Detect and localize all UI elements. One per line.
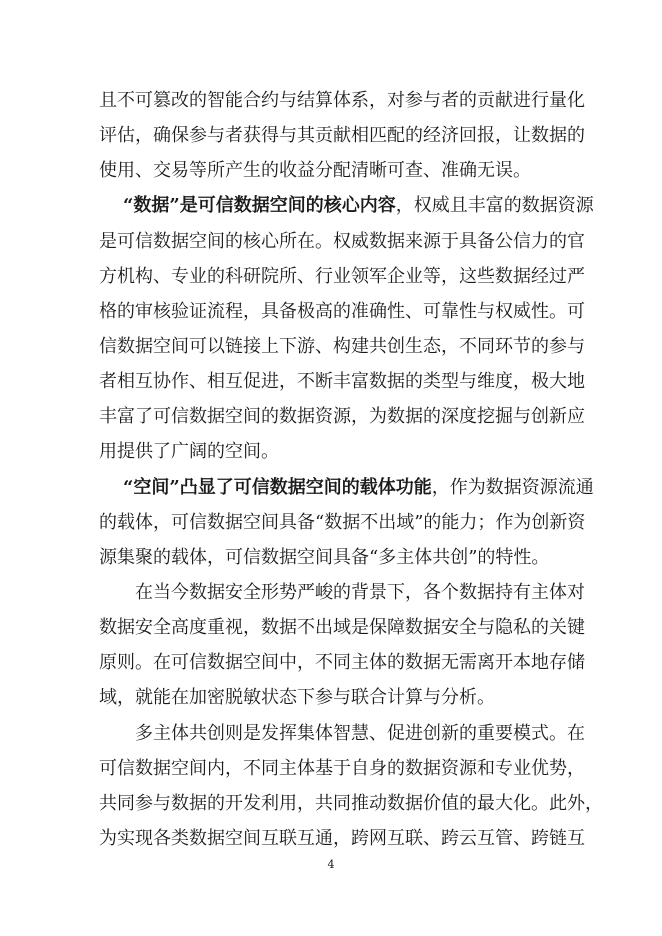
paragraph-lead-phrase-bold	[123, 469, 594, 507]
text-line	[0, 82, 662, 120]
line-text: 使用、交易等所产生的收益分配清晰可查、准确无误。	[99, 160, 531, 181]
line-text-remainder: ，权威且丰富的数据资源	[395, 195, 594, 216]
line-text: 为实现各类数据空间互联互通，跨网互联、跨云互管、跨链互	[99, 828, 585, 849]
text-line	[0, 433, 662, 471]
text-line	[0, 750, 662, 788]
line-text: 格的审核验证流程，具备极高的准确性、可靠性与权威性。可	[99, 301, 585, 322]
line-text: 在当今数据安全形势严峻的背景下，各个数据持有主体对	[135, 582, 585, 603]
line-text: 且不可篡改的智能合约与结算体系，对参与者的贡献进行量化	[99, 90, 585, 111]
line-text: 域，就能在加密脱敏状态下参与联合计算与分析。	[99, 687, 495, 708]
text-line	[0, 785, 662, 823]
text-line	[0, 469, 662, 507]
line-text: 丰富了可信数据空间的数据资源，为数据的深度挖掘与创新应	[99, 406, 585, 427]
text-line	[0, 644, 662, 682]
line-text: 数据安全高度重视，数据不出域是保障数据安全与隐私的关键	[99, 617, 585, 638]
text-line	[0, 715, 662, 753]
text-line	[0, 609, 662, 647]
line-text: 方机构、专业的科研院所、行业领军企业等，这些数据经过严	[99, 266, 585, 287]
text-line	[0, 679, 662, 717]
paragraph-lead-phrase-bold	[123, 187, 594, 225]
bold-lead-phrase: “数据”是可信数据空间的核心内容	[123, 195, 396, 216]
text-line	[0, 152, 662, 190]
text-line	[0, 187, 662, 225]
line-text: 源集聚的载体，可信数据空间具备“多主体共创”的特性。	[99, 547, 550, 568]
text-line	[0, 820, 662, 858]
text-line	[0, 117, 662, 155]
bold-lead-phrase: “空间”凸显了可信数据空间的载体功能	[123, 477, 432, 498]
line-text: 者相互协作、相互促进，不断丰富数据的类型与维度，极大地	[99, 371, 585, 392]
text-line	[0, 539, 662, 577]
text-line	[0, 363, 662, 401]
text-line	[0, 328, 662, 366]
line-text: 共同参与数据的开发利用，共同推动数据价值的最大化。此外，	[99, 793, 603, 814]
line-text: 信数据空间可以链接上下游、构建共创生态，不同环节的参与	[99, 336, 585, 357]
page-number: 4	[327, 858, 335, 871]
text-line	[0, 293, 662, 331]
line-text-remainder: ，作为数据资源流通	[431, 477, 594, 498]
line-text: 多主体共创则是发挥集体智慧、促进创新的重要模式。在	[135, 723, 585, 744]
line-text: 的载体，可信数据空间具备“数据不出域”的能力；作为创新资	[99, 512, 586, 533]
text-line	[0, 398, 662, 436]
line-text: 原则。在可信数据空间中，不同主体的数据无需离开本地存储	[99, 652, 585, 673]
text-line	[0, 574, 662, 612]
line-text: 用提供了广阔的空间。	[99, 441, 279, 462]
line-text: 评估，确保参与者获得与其贡献相匹配的经济回报，让数据的	[99, 125, 585, 146]
text-line	[0, 504, 662, 542]
line-text: 是可信数据空间的核心所在。权威数据来源于具备公信力的官	[99, 231, 585, 252]
line-text: 可信数据空间内，不同主体基于自身的数据资源和专业优势，	[99, 758, 585, 779]
text-line	[0, 258, 662, 296]
text-line	[0, 223, 662, 261]
